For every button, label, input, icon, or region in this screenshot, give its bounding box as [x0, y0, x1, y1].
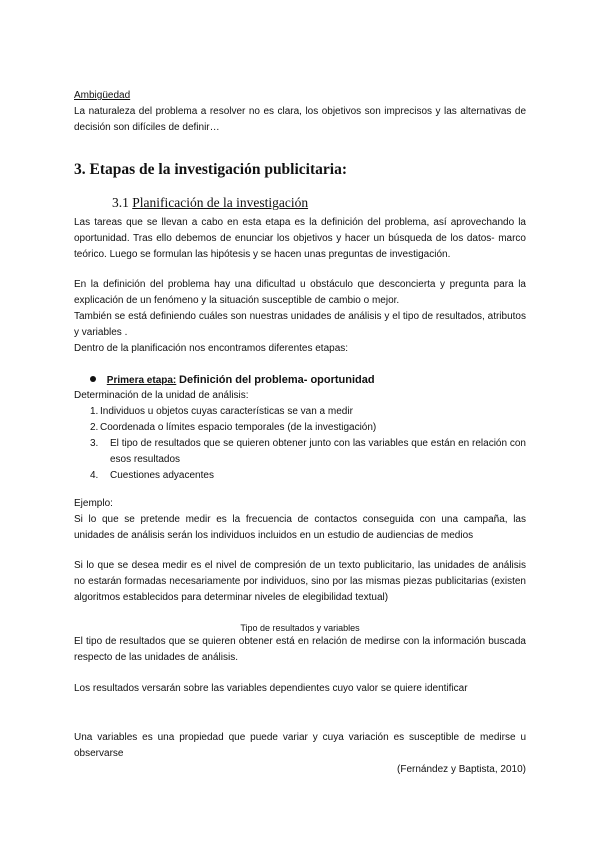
example-paragraph-2: Si lo que se desea medir es el nivel de compresión de un texto publicitario, las unidades de análisis no estarán formadas necesariamente por individuos, sino por las mismas piezas publicitarias (existen algoritmos establecidos para determinar niveles de elegibilidad textual)	[74, 560, 526, 603]
planning-paragraph-3: También se está definiendo cuáles son nuestras unidades de análisis y el tipo de resultados, atributos y variables .	[74, 311, 526, 338]
section-3-1-number: 3.1	[112, 195, 129, 210]
list-item: 4. Cuestiones adyacentes	[90, 470, 214, 481]
ambiguity-heading: Ambigüedad	[74, 90, 131, 101]
citation: (Fernández y Baptista, 2010)	[397, 764, 526, 775]
list-item: 2. Coordenada o límites espacio temporales (de la investigación)	[90, 422, 377, 433]
section-3-title: 3. Etapas de la investigación publicitaria:	[74, 161, 347, 178]
section-3-1-title: Planificación de la investigación	[132, 195, 309, 210]
planning-paragraph-4: Dentro de la planificación nos encontramos diferentes etapas:	[74, 343, 349, 354]
results-paragraph-1: El tipo de resultados que se quieren obtener está en relación de medirse con la información buscada respecto de las unidades de análisis.	[74, 636, 526, 663]
stage-1-bullet	[90, 372, 520, 389]
stage-1-list	[74, 404, 526, 484]
list-item: 3. El tipo de resultados que se quieren obtener junto con las variables que están en relación con esos resultados	[90, 438, 526, 465]
planning-paragraph-1: Las tareas que se llevan a cabo en esta etapa es la definición del problema, así aprovechando la oportunidad. Tras ello debemos de enunciar los objetivos y hacer un búsqueda de los datos- marco teórico. Luego se formulan las hipótesis y se hacen unas preguntas de investigación.	[74, 217, 526, 260]
planning-paragraph-2: En la definición del problema hay una dificultad u obstáculo que desconcierta y pregunta para la explicación de un fenómeno y la situación susceptible de cambio o mejor.	[74, 279, 526, 306]
section-3-1-heading	[112, 194, 512, 212]
example-paragraph-1: Si lo que se pretende medir es la frecuencia de contactos conseguida con una campaña, las unidades de análisis serán los individuos incluidos en un estudio de audiencias de medios	[74, 514, 526, 541]
bullet-dot-icon	[90, 376, 96, 382]
variable-definition: Una variables es una propiedad que puede variar y cuya variación es susceptible de medirse u observarse	[74, 732, 526, 759]
list-item: 1. Individuos u objetos cuyas características se van a medir	[90, 406, 353, 417]
stage-1-intro: Determinación de la unidad de análisis:	[74, 390, 249, 401]
results-heading: Tipo de resultados y variables	[240, 623, 360, 633]
results-paragraph-2: Los resultados versarán sobre las variables dependientes cuyo valor se quiere identificar	[74, 683, 468, 694]
ambiguity-text: La naturaleza del problema a resolver no es clara, los objetivos son imprecisos y las alternativas de decisión son difíciles de definir…	[74, 106, 526, 133]
example-heading: Ejemplo:	[74, 498, 113, 509]
stage-1-title: Definición del problema- oportunidad	[179, 374, 375, 386]
stage-1-label: Primera etapa:	[106, 375, 177, 386]
